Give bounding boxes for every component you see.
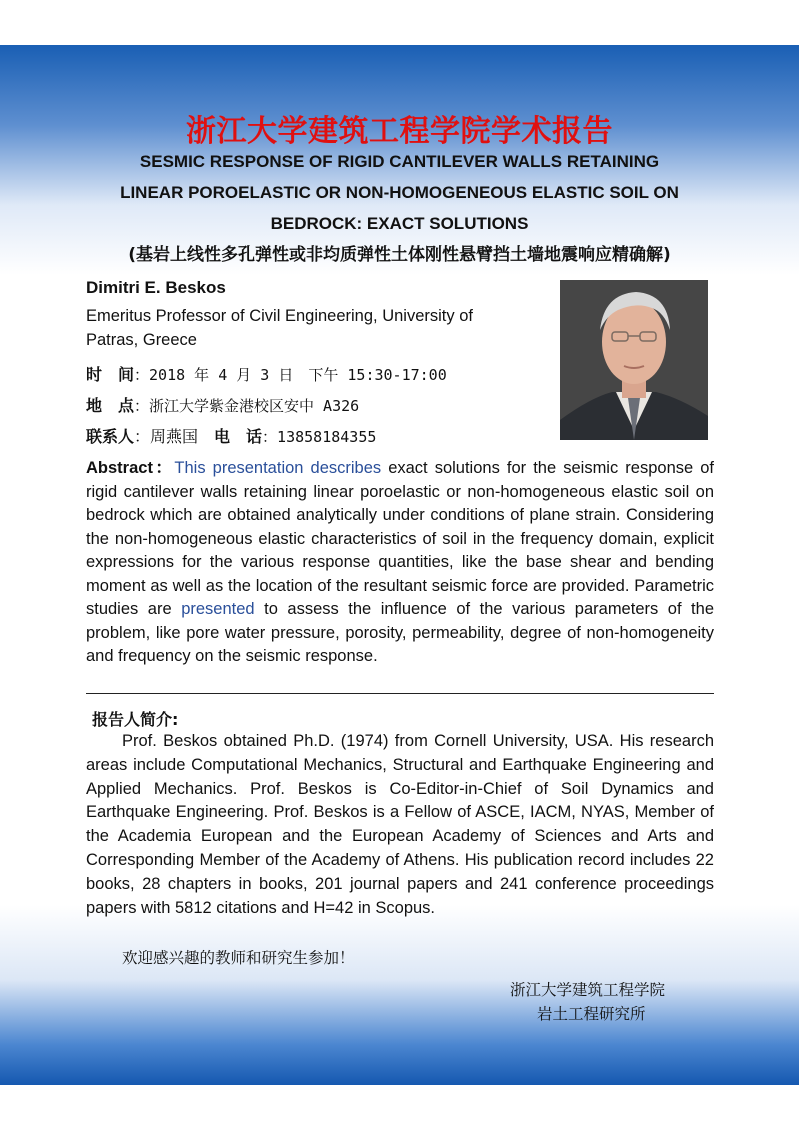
time-row — [86, 362, 447, 385]
time-value: ：2018 年 4 月 3 日 下午 15:30-17:00 — [134, 366, 447, 384]
talk-title-en — [40, 146, 759, 239]
abstract-text-body-2: to assess the influence of the various parameters of the problem, like pore water pressure, porosity, permeability, degree of non-homogeneity and frequency on the seismic response. — [86, 600, 714, 665]
speaker-photo — [560, 280, 708, 440]
abstract-text-highlight-1: This presentation describes — [174, 459, 382, 477]
phone-value: ：13858184355 — [262, 428, 377, 446]
contact-row — [86, 424, 376, 447]
abstract-text-body-1: exact solutions for the seismic response of rigid cantilever walls retaining linear poroelastic or non-homogeneous elastic soil on bedrock which are obtained analytically under conditions of plane strain. Considering the non-homogeneous elastic characteristics of soil in the frequency domain, explicit expressions for the various response quantities, like the base shear and bending moment as well as the location of the resultant seismic force are provided. Parametric studies are — [86, 459, 714, 618]
welcome-note: 欢迎感兴趣的教师和研究生参加！ — [122, 949, 355, 967]
abstract-paragraph — [86, 457, 714, 669]
organizer-line-1: 浙江大学建筑工程学院 — [510, 981, 666, 999]
bio-paragraph: Prof. Beskos obtained Ph.D. (1974) from Cornell University, USA. His research areas include Computational Mechanics, Structural and Earthquake Engineering and Applied Mechanics. Prof. Beskos is Co-Editor-in-Chief of Soil Dynamics and Earthquake Engineering. Prof. Beskos is a Fellow of ASCE, IACM, NYAS, Member of the Academia European and the European Academy of Sciences and Arts and Corresponding Member of the Academy of Athens. His publication record includes 22 books, 28 chapters in books, 201 journal papers and 241 conference proceedings papers with 5812 citations and H=42 in Scopus. — [86, 732, 714, 917]
contact-label: 联系人 — [86, 427, 135, 446]
talk-title-line-3: BEDROCK: EXACT SOLUTIONS — [270, 214, 529, 233]
abstract-label: Abstract： — [86, 459, 175, 477]
poster-title-cn: 浙江大学建筑工程学院学术报告 — [186, 114, 613, 149]
phone-label: 电 话 — [214, 427, 263, 446]
speaker-portrait-image — [560, 280, 708, 440]
speaker-name: Dimitri E. Beskos — [86, 278, 226, 297]
contact-value: ：周燕国 — [134, 427, 215, 446]
talk-title-cn: (基岩上线性多孔弹性或非均质弹性土体刚性悬臂挡土墙地震响应精确解) — [128, 245, 671, 265]
place-row — [86, 393, 359, 416]
organizer-line-2: 岩土工程研究所 — [537, 1005, 646, 1023]
abstract-text-highlight-2: presented — [181, 600, 255, 618]
bio-heading: 报告人简介: — [92, 710, 179, 729]
talk-title-line-1: SESMIC RESPONSE OF RIGID CANTILEVER WALLS RETAINING — [139, 152, 660, 171]
place-value: ：浙江大学紫金港校区安中 A326 — [134, 397, 360, 415]
time-label: 时 间 — [86, 365, 135, 384]
speaker-affiliation: Emeritus Professor of Civil Engineering, University of Patras, Greece — [86, 307, 473, 349]
talk-title-line-2: LINEAR POROELASTIC OR NON-HOMOGENEOUS ELASTIC SOIL ON — [120, 183, 679, 202]
section-divider — [86, 693, 714, 694]
place-label: 地 点 — [86, 396, 135, 415]
